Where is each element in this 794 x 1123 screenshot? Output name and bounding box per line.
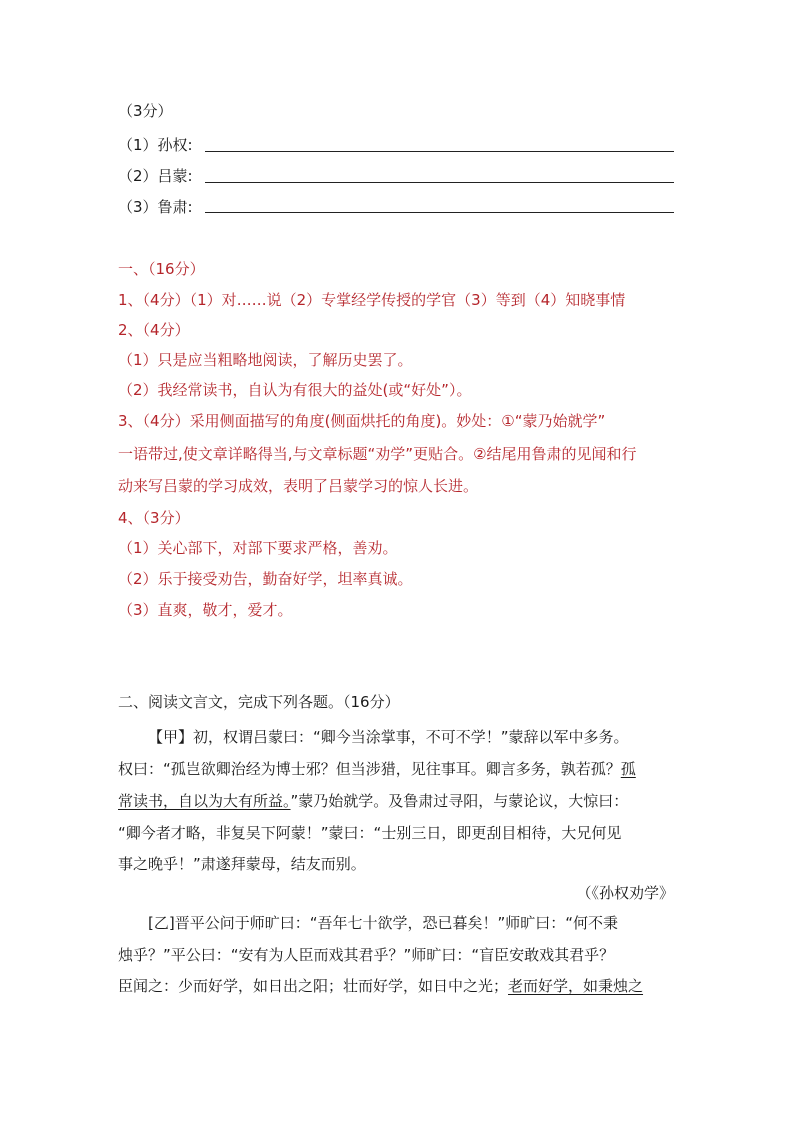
jia-line-3-underlined: 常读书，自以为大有所益。 [118,792,291,810]
fill-item-sunquan: （1）孙权: [118,136,193,154]
yi-line-2: 烛乎？”平公曰：“安有为人臣而戏其君乎？”师旷曰：“盲臣安敢戏其君乎？ [118,946,615,964]
yi-line-3-text: 臣闻之：少而好学，如日出之阳；壮而好学，如日中之光； [118,977,509,995]
answer-q2-a: （1）只是应当粗略地阅读，了解历史罢了。 [118,351,413,369]
fill-item-lvmeng: （2）吕蒙: [118,167,193,185]
jia-line-2-text: 权曰：“孤岂欲卿治经为博士邪？但当涉猎，见往事耳。卿言多务，孰若孤？ [118,760,621,778]
answer-q4-b: （2）乐于接受劝告，勤奋好学，坦率真诚。 [118,570,413,588]
yi-line-3-underlined: 老而好学，如秉烛之 [508,977,644,995]
yi-line-1: [乙]晋平公问于师旷曰：“吾年七十欲学，恐已暮矣！”师旷曰：“何不秉 [148,914,619,932]
jia-line-2 [118,759,636,779]
answer-q3-line3: 动来写吕蒙的学习成效，表明了吕蒙学习的惊人长进。 [118,477,479,495]
jia-line-2-underlined: 孤 [620,760,636,778]
jia-line-1: 【甲】初，权谓吕蒙曰：“卿今当涂掌事，不可不学！”蒙辞以军中多务。 [148,728,629,746]
section2-heading: 二、阅读文言文，完成下列各题。（16分） [118,693,400,711]
answer-q1: 1、（4分）（1）对……说（2）专掌经学传授的学官（3）等到（4）知晓事情 [118,291,626,309]
answers-heading: 一、（16分） [118,260,205,278]
answer-q4-c: （3）直爽，敬才，爱才。 [118,601,293,619]
jia-line-5: 事之晚乎！”肃遂拜蒙母，结友而别。 [118,855,366,873]
answer-q3-line2: 一语带过,使文章详略得当,与文章标题“劝学”更贴合。②结尾用鲁肃的见闻和行 [118,445,637,463]
answer-blank-3 [205,212,674,213]
jia-source: （《孙权劝学》 [576,884,674,902]
answer-blank-2 [205,182,674,183]
jia-line-3-text: ”蒙乃始就学。及鲁肃过寻阳，与蒙论议，大惊曰： [290,792,629,810]
answer-q2-title: 2、（4分） [118,321,190,339]
jia-line-4: “卿今者才略，非复吴下阿蒙！”蒙曰：“士别三日，即更刮目相待，大兄何见 [118,824,622,842]
answer-q4-title: 4、（3分） [118,509,190,527]
answer-q3-line1: 3、（4分）采用侧面描写的角度(侧面烘托的角度)。妙处：①“蒙乃始就学” [118,412,606,430]
fill-item-lusu: （3）鲁肃: [118,198,193,216]
answer-blank-1 [205,151,674,152]
score-note: （3分） [118,102,173,120]
answer-q2-b: （2）我经常读书，自认为有很大的益处(或“好处”）。 [118,381,472,399]
yi-line-3 [118,976,643,996]
jia-line-3 [118,791,628,811]
answer-q4-a: （1）关心部下，对部下要求严格，善劝。 [118,539,398,557]
